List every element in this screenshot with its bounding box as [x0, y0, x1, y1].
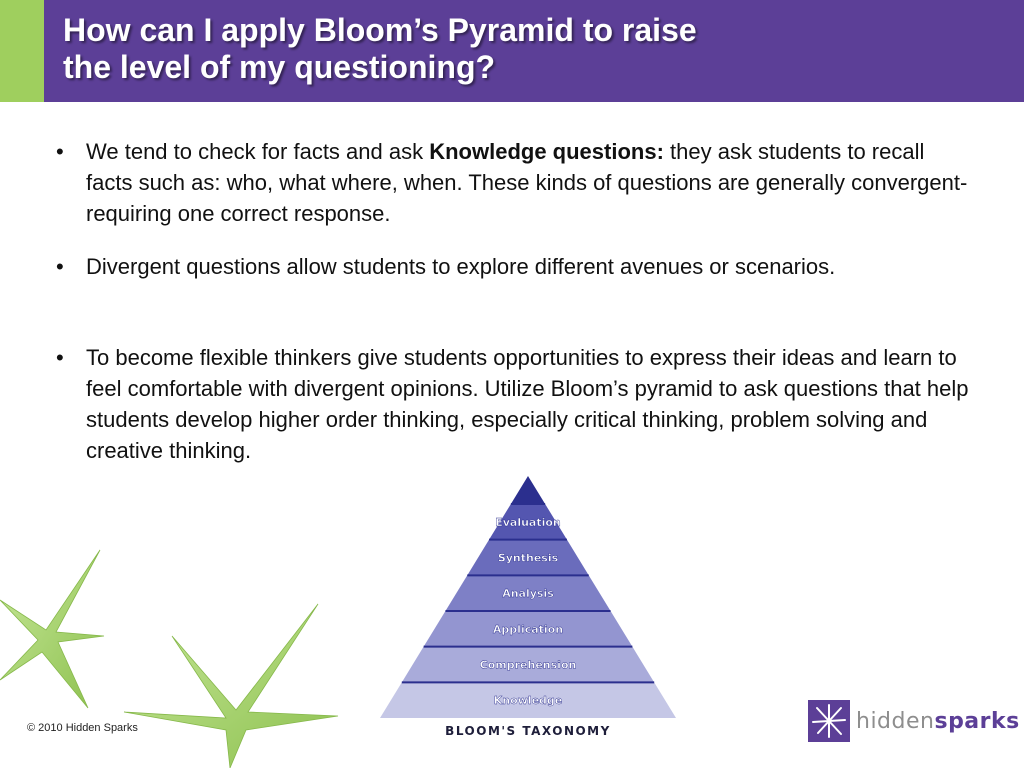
pyramid-label-application: Application	[492, 622, 564, 636]
star-center-shape	[124, 604, 338, 768]
bullet-list	[56, 136, 976, 466]
pyramid-label-analysis: Analysis	[502, 587, 554, 601]
pyramid-label-comprehension: Comprehension	[479, 658, 577, 672]
title-bar	[0, 0, 1024, 102]
pyramid-label-knowledge: Knowledge	[493, 694, 563, 708]
pyramid-label-synthesis: Synthesis	[497, 551, 559, 565]
logo-word-sparks: sparks	[934, 709, 1020, 734]
logo-wordmark	[856, 709, 1020, 734]
bullet-flexible-thinkers	[56, 342, 976, 466]
star-left-shape	[0, 550, 104, 708]
copyright-notice: © 2010 Hidden Sparks	[27, 722, 138, 734]
pyramid-caption: BLOOM'S TAXONOMY	[445, 724, 611, 738]
blooms-pyramid	[378, 474, 678, 722]
slide-title-line-2: the level of my questioning?	[63, 49, 496, 85]
slide-title	[63, 12, 697, 86]
logo-word-hidden: hidden	[856, 709, 935, 734]
bullet-3-text: To become flexible thinkers give students opportunities to express their ideas and learn to feel comfortable with divergent opinions. Utilize Bloom’s pyramid to ask questions that help students develop higher order thinking, especially critical thinking, problem solving and creative thinking.	[86, 345, 969, 463]
bullet-divergent-questions	[56, 251, 976, 282]
bullet-marker: •	[56, 345, 64, 370]
bullet-marker: •	[56, 139, 64, 164]
title-bar-accent	[0, 0, 44, 102]
bullet-marker: •	[56, 254, 64, 279]
bullet-1-text-start: We tend to check for facts and ask	[86, 139, 430, 164]
pyramid-label-evaluation: Evaluation	[495, 515, 561, 529]
sparks-logo-icon	[808, 700, 850, 742]
slide-title-line-1: How can I apply Bloom’s Pyramid to raise	[63, 12, 697, 48]
bullet-2-text: Divergent questions allow students to explore different avenues or scenarios.	[86, 254, 836, 279]
bullet-1-text-end: they ask students to recall facts such as: who, what where, when. These kinds of questions are generally convergent- requiring one correct response.	[86, 139, 968, 226]
pyramid-apex	[511, 476, 545, 504]
hidden-sparks-logo	[808, 700, 1020, 744]
bullet-knowledge-questions	[56, 136, 976, 229]
bullet-1-bold-term: Knowledge questions:	[429, 139, 664, 164]
